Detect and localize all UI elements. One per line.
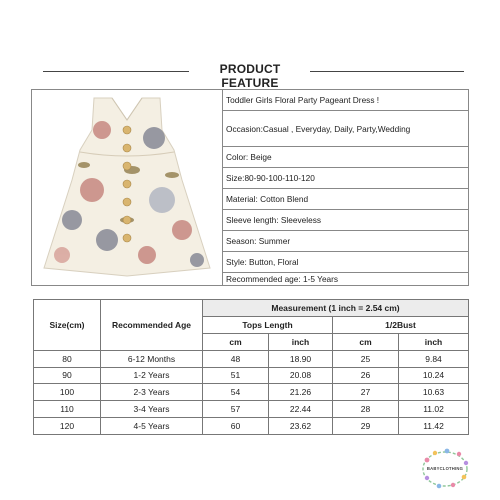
table-row [34,384,469,401]
cell-age: 4-5 Years [101,418,203,435]
cell-len-cm: 57 [203,401,269,418]
table-row [34,367,469,384]
cell-age: 2-3 Years [101,384,203,401]
feature-row: Size:80-90-100-110-120 [222,168,468,189]
table-row [34,418,469,435]
size-header: Size(cm) [34,300,101,351]
logo-text: BABYCLOTHING [426,466,464,471]
unit-inch-header: inch [399,333,469,350]
cell-len-in: 21.26 [269,384,333,401]
cell-age: 3-4 Years [101,401,203,418]
cell-len-cm: 54 [203,384,269,401]
cell-len-in: 22.44 [269,401,333,418]
cell-bust-in: 11.02 [399,401,469,418]
cell-bust-in: 10.63 [399,384,469,401]
cell-len-cm: 60 [203,418,269,435]
tops-length-header: Tops Length [203,316,333,333]
cell-len-in: 18.90 [269,350,333,367]
feature-row: Recommended age: 1-5 Years [226,274,339,284]
feature-row: Season: Summer [222,231,468,252]
cell-bust-cm: 25 [333,350,399,367]
cell-bust-cm: 26 [333,367,399,384]
age-header: Recommended Age [101,300,203,351]
feature-row: Style: Button, Floral [222,252,468,273]
feature-row: Material: Cotton Blend [222,189,468,210]
cell-bust-cm: 27 [333,384,399,401]
cell-bust-in: 11.42 [399,418,469,435]
dress-image [32,90,222,285]
cell-size: 120 [34,418,101,435]
product-photo [32,90,223,285]
header-rule-left [43,71,189,72]
cell-len-in: 23.62 [269,418,333,435]
cell-bust-cm: 29 [333,418,399,435]
cell-size: 90 [34,367,101,384]
cell-size: 100 [34,384,101,401]
unit-cm-header: cm [333,333,399,350]
feature-row: Toddler Girls Floral Party Pageant Dress ! [222,90,468,111]
product-feature-table [31,89,469,286]
unit-inch-header: inch [269,333,333,350]
cell-len-cm: 51 [203,367,269,384]
table-row [34,350,469,367]
half-bust-header: 1/2Bust [333,316,469,333]
feature-row: Occasion:Casual , Everyday, Daily, Party,Wedding [222,111,468,147]
cell-len-in: 20.08 [269,367,333,384]
table-row [34,401,469,418]
cell-age: 1-2 Years [101,367,203,384]
cell-age: 6-12 Months [101,350,203,367]
cell-bust-cm: 28 [333,401,399,418]
header-rule-right [310,71,464,72]
brand-logo [419,446,471,492]
size-chart-table [33,299,469,435]
cell-size: 80 [34,350,101,367]
section-title: PRODUCT FEATURE [219,62,281,90]
cell-bust-in: 9.84 [399,350,469,367]
cell-len-cm: 48 [203,350,269,367]
feature-list [222,90,468,285]
feature-row: Sleeve length: Sleeveless [222,210,468,231]
feature-row: Color: Beige [222,147,468,168]
measurement-header: Measurement (1 inch = 2.54 cm) [203,300,469,317]
cell-bust-in: 10.24 [399,367,469,384]
cell-size: 110 [34,401,101,418]
unit-cm-header: cm [203,333,269,350]
